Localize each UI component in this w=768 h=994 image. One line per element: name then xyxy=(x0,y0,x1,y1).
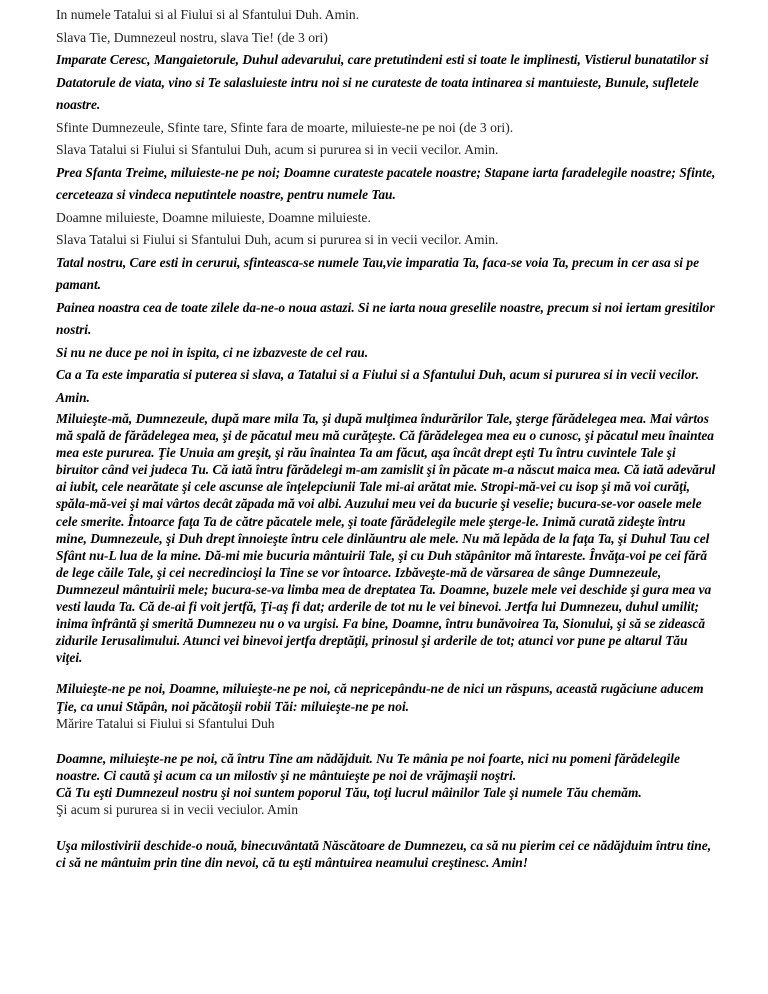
paragraph-lord-have-mercy: Doamne miluieste, Doamne miluieste, Doamne miluieste. xyxy=(56,209,371,225)
paragraph-glory-3: Mărire Tatalui si Fiului si Sfantului Duh xyxy=(56,715,275,731)
paragraph-thou-art-our-god: Că Tu eşti Dumnezeul nostru şi noi suntem poporul Tău, toţi lucrul mâinilor Tale şi numele Tău chemăm. xyxy=(56,785,642,801)
paragraph-heavenly-king: Imparate Ceresc, Mangaietorule, Duhul adevarului, care pretutindeni esti si toate le implinesti, Vistierul bunatatilor si Datatorule de viata, vino si Te salasluieste intru noi si ne curateste de toata intinarea si mantuieste, Bunule, sufletele noastre. xyxy=(56,52,709,112)
paragraph-glory-to-thee: Slava Tie, Dumnezeul nostru, slava Tie! (de 3 ori) xyxy=(56,29,328,45)
paragraph-doxology: Ca a Ta este imparatia si puterea si slava, a Tatalui si a Fiului si a Sfantului Duh, acum si pururea si in vecii vecilor. Amin. xyxy=(56,367,699,405)
document-page xyxy=(56,0,716,871)
paragraph-glory-1: Slava Tatalui si Fiului si Sfantului Duh, acum si pururea si in vecii vecilor. Amin. xyxy=(56,142,499,157)
paragraph-psalm-50: Miluieşte-mă, Dumnezeule, după mare mila Ta, şi după mulţimea îndurărilor Tale, şterge fărădelegea mea. Mai vârtos mă spală de fărădelegea mea, şi de păcatul meu mă curăţeşte. Că fărădelegea mea eu o cunosc, şi păcatul meu înaintea mea este pururea. Ţie Unuia am greşit, şi rău înaintea Ta am făcut, aşa încât drept eşti Tu întru cuvintele Tale şi biruitor când vei judeca Tu. Că iată întru fărădelegi m-am zamislit şi în păcate m-a născut maica mea. Că iată adevărul ai iubit, cele nearătate şi cele ascunse ale înţelepciunii Tale mi-ai arătat mie. Stropi-mă-vei cu isop şi mă voi curăţi, spăla-mă-vei şi mai vârtos decât zăpada mă voi albi. Auzului meu vei da bucurie şi veselie; bucura-se-vor oasele mele cele smerite. Întoarce faţa Ta de către păcatele mele, şi toate fărădelegile mele şterge-le. Inimă curată zideşte întru mine, Dumnezeule, şi Duh drept înnoieşte întru cele dinlăuntru ale mele. Nu mă lepăda de la faţa Ta, şi Duhul Tau cel Sfânt nu-L lua de la mine. Dă-mi mie bucuria mântuirii Tale, şi cu Duh stăpânitor mă întareste. Învăţa-voi pe cei fără de lege căile Tale, şi cei necredincioşi la Tine se vor întoarce. Izbăveşte-mă de vărsarea de sânge Dumnezeule, Dumnezeul mântuirii mele; bucura-se-va limba mea de dreptatea Ta. Doamne, buzele mele vei deschide şi gura mea va vesti lauda Ta. Că de-ai fi voit jertfă, Ţi-aş fi dat; arderile de tot nu le vei binevoi. Jertfa lui Dumnezeu, duhul umilit; inima înfrântă şi smerită Dumnezeu nu o va urgisi. Fa bine, Doamne, întru bunăvoirea Ta, Sionului, şi să se zidească zidurile Ierusalimului. Atunci vei binevoi jertfa dreptăţii, prinosul şi arderile de tot; atunci vor pune pe altarul Tău viţei. xyxy=(56,411,716,666)
paragraph-holy-trinity: Prea Sfanta Treime, miluieste-ne pe noi; Doamne curateste pacatele noastre; Stapane iarta faradelegile noastre; Sfinte, cerceteaza si vindeca neputintele noastre, pentru numele Tau. xyxy=(56,164,716,202)
paragraph-have-mercy-on-us: Miluieşte-ne pe noi, Doamne, miluieşte-ne pe noi, că nepricepându-ne de nici un răspuns, această rugăciune aducem Ţie, ca unui Stăpân, noi păcătoşii robii Tăi: miluieşte-ne pe noi. xyxy=(56,681,704,714)
paragraph-our-father-3: Si nu ne duce pe noi in ispita, ci ne izbazveste de cel rau. xyxy=(56,344,369,360)
paragraph-theotokion: Uşa milostivirii deschide-o nouă, binecuvântată Născătoare de Dumnezeu, ca să nu pierim cei ce nădăjduim întru tine, ci să ne mântuim prin tine din nevoi, că tu eşti mântuirea neamului creştinesc. Amin! xyxy=(56,837,712,870)
paragraph-our-father-2: Painea noastra cea de toate zilele da-ne-o noua astazi. Si ne iarta noua greselile noastre, precum si noi iertam gresitilor nostri. xyxy=(56,299,715,337)
paragraph-lord-have-mercy-long: Doamne, miluieşte-ne pe noi, că întru Tine am nădăjduit. Nu Te mânia pe noi foarte, nici nu pomeni fărădelegile noastre. Ci caută şi acum ca un milostiv şi ne mântuieşte pe noi de vrăjmaşii noştri. xyxy=(56,751,680,784)
paragraph-opening: In numele Tatalui si al Fiului si al Sfantului Duh. Amin. xyxy=(56,7,360,22)
paragraph-our-father-1: Tatal nostru, Care esti in cerurui, sfinteasca-se numele Tau,vie imparatia Ta, faca-se voia Ta, precum in cer asa si pe pamant. xyxy=(56,254,700,292)
paragraph-glory-2: Slava Tatalui si Fiului si Sfantului Duh, acum si pururea si in vecii vecilor. Amin. xyxy=(56,232,499,247)
paragraph-trisagion: Sfinte Dumnezeule, Sfinte tare, Sfinte fara de moarte, miluieste-ne pe noi (de 3 ori). xyxy=(56,119,514,135)
paragraph-now-and-ever: Şi acum si pururea si in vecii veciulor. Amin xyxy=(56,802,298,818)
